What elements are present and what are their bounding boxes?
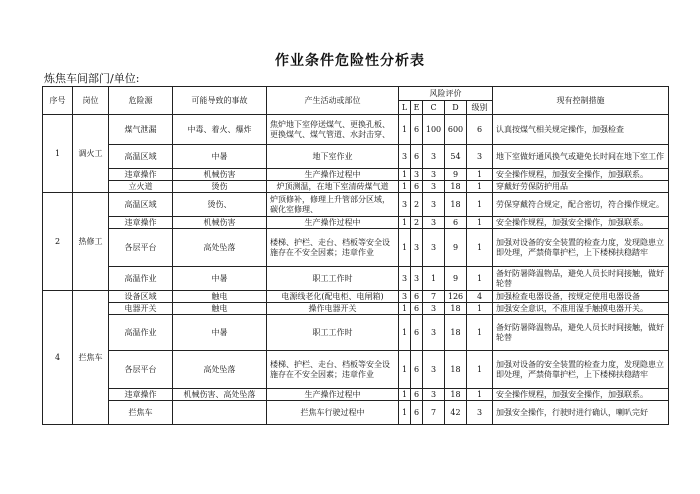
cell-C: 100 <box>423 115 445 145</box>
cell-E: 6 <box>411 291 423 303</box>
cell-L: 1 <box>399 303 411 315</box>
table-row <box>43 217 669 229</box>
header-hazard: 危险源 <box>109 87 173 115</box>
cell-D: 600 <box>445 115 467 145</box>
cell-control: 加强安全意识，不准用湿手触摸电器开关。 <box>493 303 669 315</box>
table-row <box>43 181 669 193</box>
cell-accident: 机械伤害 <box>173 169 267 181</box>
cell-post: 热修工 <box>73 193 109 291</box>
cell-accident: 高处坠落 <box>173 351 267 389</box>
cell-E: 6 <box>411 315 423 351</box>
cell-accident: 中毒、着火、爆炸 <box>173 115 267 145</box>
cell-E: 3 <box>411 229 423 267</box>
cell-hazard: 各层平台 <box>109 351 173 389</box>
table-row <box>43 291 669 303</box>
header-post: 岗位 <box>73 87 109 115</box>
cell-L: 3 <box>399 291 411 303</box>
cell-level: 6 <box>467 115 493 145</box>
cell-hazard: 各层平台 <box>109 229 173 267</box>
cell-level: 3 <box>467 145 493 169</box>
cell-accident: 机械伤害、高处坠落 <box>173 389 267 401</box>
cell-L: 1 <box>399 181 411 193</box>
header-seq: 序号 <box>43 87 73 115</box>
cell-activity: 电源线老化(配电柜、电闸箱) <box>267 291 399 303</box>
cell-L: 1 <box>399 169 411 181</box>
table-row <box>43 115 669 145</box>
cell-level: 1 <box>467 193 493 217</box>
cell-control: 安全操作规程，加强安全操作，加强联系。 <box>493 217 669 229</box>
cell-E: 3 <box>411 169 423 181</box>
cell-activity: 职工工作时 <box>267 267 399 291</box>
cell-D: 18 <box>445 181 467 193</box>
header-E: E <box>411 101 423 115</box>
cell-level: 4 <box>467 291 493 303</box>
cell-L: 1 <box>399 315 411 351</box>
cell-control: 备好防暑降温物品，避免人员长时间接触，做好轮替 <box>493 267 669 291</box>
cell-D: 6 <box>445 217 467 229</box>
cell-control: 加强安全操作，行驶时进行确认，喇叭完好 <box>493 401 669 425</box>
header-C: C <box>423 101 445 115</box>
header-level: 级别 <box>467 101 493 115</box>
cell-C: 3 <box>423 351 445 389</box>
cell-accident: 烫伤、 <box>173 193 267 217</box>
cell-seq: 4 <box>43 291 73 425</box>
cell-level: 1 <box>467 351 493 389</box>
cell-level: 1 <box>467 389 493 401</box>
cell-hazard: 高温区域 <box>109 193 173 217</box>
cell-activity: 生产操作过程中 <box>267 169 399 181</box>
cell-L: 1 <box>399 401 411 425</box>
cell-activity: 地下室作业 <box>267 145 399 169</box>
cell-E: 6 <box>411 303 423 315</box>
cell-D: 126 <box>445 291 467 303</box>
cell-D: 18 <box>445 303 467 315</box>
cell-control: 加强对设备的安全装置的检查力度，发现隐患立即处理，严禁倚靠护栏，上下楼梯扶稳踏牢 <box>493 229 669 267</box>
table-row <box>43 303 669 315</box>
cell-L: 1 <box>399 229 411 267</box>
cell-C: 1 <box>423 267 445 291</box>
cell-seq: 1 <box>43 115 73 193</box>
cell-C: 3 <box>423 145 445 169</box>
table-row <box>43 169 669 181</box>
table-row <box>43 193 669 217</box>
cell-control: 劳保穿戴符合规定，配合密切，符合操作规定。 <box>493 193 669 217</box>
cell-C: 3 <box>423 229 445 267</box>
table-row <box>43 145 669 169</box>
cell-D: 18 <box>445 351 467 389</box>
cell-L: 1 <box>399 351 411 389</box>
cell-control: 认真按煤气相关规定操作，加强检查 <box>493 115 669 145</box>
cell-C: 3 <box>423 315 445 351</box>
header-D: D <box>445 101 467 115</box>
cell-activity: 炉顶测温，在地下室清砖煤气道 <box>267 181 399 193</box>
cell-hazard: 违章操作 <box>109 389 173 401</box>
cell-C: 3 <box>423 303 445 315</box>
cell-E: 6 <box>411 181 423 193</box>
cell-activity: 楼梯、护栏、走台、档板等安全设施存在不安全因素；违章作业 <box>267 229 399 267</box>
cell-level: 1 <box>467 181 493 193</box>
risk-analysis-table <box>42 86 669 425</box>
page-title: 作业条件危险性分析表 <box>275 53 425 69</box>
cell-level: 1 <box>467 169 493 181</box>
cell-L: 1 <box>399 389 411 401</box>
cell-activity: 楼梯、护栏、走台、档板等安全设施存在不安全因素；违章作业 <box>267 351 399 389</box>
cell-hazard: 煤气泄漏 <box>109 115 173 145</box>
cell-level: 1 <box>467 217 493 229</box>
cell-accident: 触电 <box>173 303 267 315</box>
cell-post: 调火工 <box>73 115 109 193</box>
cell-activity: 拦焦车行驶过程中 <box>267 401 399 425</box>
cell-activity-text: 焦炉地下室停送煤气、更换孔板、更换煤气、煤气管道、水封击穿、 <box>270 119 390 139</box>
cell-activity: 生产操作过程中 <box>267 217 399 229</box>
cell-E: 2 <box>411 217 423 229</box>
cell-activity-text: 炉顶修补，修理上升管部分区域，碳化室修理、 <box>270 194 390 214</box>
cell-C: 7 <box>423 291 445 303</box>
cell-control: 安全操作规程，加强安全操作，加强联系。 <box>493 169 669 181</box>
cell-C: 3 <box>423 169 445 181</box>
cell-D: 18 <box>445 389 467 401</box>
table-row <box>43 229 669 267</box>
cell-hazard: 高温作业 <box>109 267 173 291</box>
header-activity: 产生活动或部位 <box>267 87 399 115</box>
header-row <box>43 87 669 101</box>
cell-hazard: 拦焦车 <box>109 401 173 425</box>
cell-control: 备好防暑降温物品，避免人员长时间接触，做好轮替 <box>493 315 669 351</box>
cell-hazard: 违章操作 <box>109 169 173 181</box>
cell-E: 3 <box>411 267 423 291</box>
cell-level: 3 <box>467 401 493 425</box>
cell-C: 7 <box>423 401 445 425</box>
cell-level: 1 <box>467 315 493 351</box>
cell-E: 6 <box>411 389 423 401</box>
table-row <box>43 401 669 425</box>
cell-D: 9 <box>445 169 467 181</box>
table-row <box>43 351 669 389</box>
cell-activity <box>267 115 399 145</box>
cell-level: 1 <box>467 267 493 291</box>
cell-E: 6 <box>411 351 423 389</box>
cell-hazard: 设备区域 <box>109 291 173 303</box>
table-row <box>43 267 669 291</box>
cell-activity: 职工工作时 <box>267 315 399 351</box>
cell-control: 穿戴好劳保防护用品 <box>493 181 669 193</box>
cell-accident: 中暑 <box>173 145 267 169</box>
cell-C: 3 <box>423 217 445 229</box>
cell-L: 1 <box>399 115 411 145</box>
cell-control: 安全操作规程，加强安全操作，加强联系。 <box>493 389 669 401</box>
cell-D: 18 <box>445 193 467 217</box>
table-row <box>43 315 669 351</box>
cell-control: 加强对设备的安全装置的检查力度，发现隐患立即处理，严禁倚靠护栏，上下楼梯扶稳踏牢 <box>493 351 669 389</box>
cell-D: 9 <box>445 229 467 267</box>
cell-L: 3 <box>399 193 411 217</box>
cell-accident <box>173 401 267 425</box>
cell-post: 拦焦车 <box>73 291 109 425</box>
header-control: 现有控制措施 <box>493 87 669 115</box>
cell-accident: 触电 <box>173 291 267 303</box>
cell-D: 42 <box>445 401 467 425</box>
cell-L: 3 <box>399 145 411 169</box>
cell-D: 18 <box>445 315 467 351</box>
cell-C: 3 <box>423 193 445 217</box>
cell-E: 6 <box>411 401 423 425</box>
cell-activity <box>267 193 399 217</box>
cell-D: 9 <box>445 267 467 291</box>
cell-hazard: 电器开关 <box>109 303 173 315</box>
header-accident: 可能导致的事故 <box>173 87 267 115</box>
cell-seq: 2 <box>43 193 73 291</box>
cell-level: 1 <box>467 229 493 267</box>
cell-control: 地下室做好通风换气或避免长时间在地下室工作 <box>493 145 669 169</box>
cell-L: 3 <box>399 267 411 291</box>
department-label: 炼焦车间部门/单位: <box>44 72 140 85</box>
cell-hazard: 高温区域 <box>109 145 173 169</box>
cell-activity: 操作电器开关 <box>267 303 399 315</box>
cell-hazard: 高温作业 <box>109 315 173 351</box>
cell-level: 1 <box>467 303 493 315</box>
cell-accident: 烫伤 <box>173 181 267 193</box>
cell-accident: 机械伤害 <box>173 217 267 229</box>
cell-hazard: 违章操作 <box>109 217 173 229</box>
cell-L: 1 <box>399 217 411 229</box>
header-L: L <box>399 101 411 115</box>
cell-E: 6 <box>411 115 423 145</box>
cell-E: 6 <box>411 145 423 169</box>
cell-control: 加强检查电器设备，按规定使用电器设备 <box>493 291 669 303</box>
cell-hazard: 立火道 <box>109 181 173 193</box>
cell-C: 3 <box>423 181 445 193</box>
cell-accident: 高处坠落 <box>173 229 267 267</box>
cell-E: 2 <box>411 193 423 217</box>
cell-accident: 中暑 <box>173 315 267 351</box>
cell-accident: 中暑 <box>173 267 267 291</box>
cell-activity: 生产操作过程中 <box>267 389 399 401</box>
cell-D: 54 <box>445 145 467 169</box>
table-row <box>43 389 669 401</box>
header-risk-eval: 风险评价 <box>399 87 493 101</box>
cell-C: 3 <box>423 389 445 401</box>
